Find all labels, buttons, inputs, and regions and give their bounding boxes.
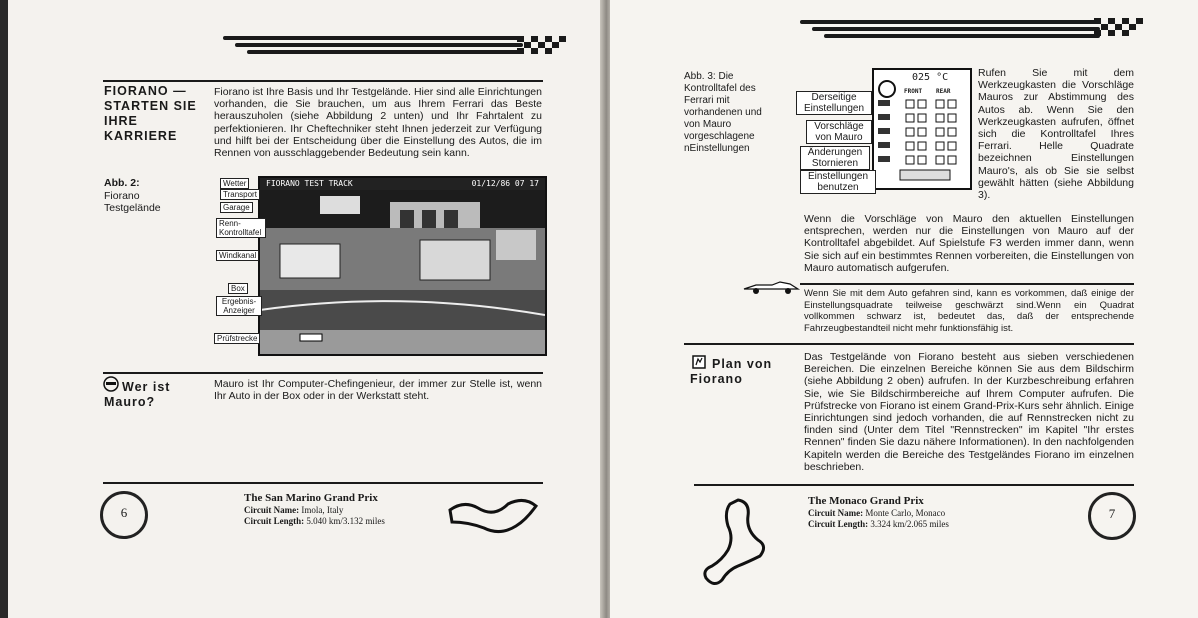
note-text: Wenn Sie mit dem Auto gefahren sind, kann es vorkommen, daß einige der Einstellungsquadrate teilweise geschwärzt sind.Wenn ein Quadrat vollkommen schwarz ist, bedeutet das, daß der entsprechende Fahrzeugbestandteil nicht mehr funktionsfähig ist. (804, 288, 1134, 334)
section-rule (103, 80, 543, 82)
footer-rule (694, 484, 1134, 486)
screen-titlebar (260, 178, 545, 190)
race-car-icon (742, 279, 802, 295)
footer-name-label: Circuit Name: (244, 505, 300, 515)
control-panel (872, 68, 972, 190)
header-stripes (800, 20, 1100, 41)
label-box: Box (228, 283, 248, 294)
section-heading-plan: Plan von Fiorano (690, 357, 773, 386)
figure3-text: Rufen Sie mit dem Werkzeugkasten die Vorschläge Mauros zur Abstimmung des Autos ab. Wenn Sie den Werkzeugkasten aufrufen, öffnet sich die Kontrolltafel Ihres Ferrari. Helle Quadrate bezeichnen Einstellungen Mauro's, als ob Sie sie selbst gewählt hätten (siehe Abbildung 3). (978, 67, 1134, 202)
checkered-flag-icon (1090, 14, 1150, 42)
label-wetter: Wetter (220, 178, 249, 189)
section-text-plan: Das Testgelände von Fiorano besteht aus sieben verschiedenen Bereichen. Die einzelnen Bereiche können Sie aus dem Bildschirm (siehe Abbildung 2 oben) aufrufen. In der Kurzbeschreibung erfahren Sie, wie Sie Bildschirmbereiche auf Ihrem Computer aufrufen. Die Prüfstrecke von Fiorano ist einem Grand-Prix-Kurs sehr ähnlich. Einige Einrichtungen sind jedoch vorhanden, die auf Rennstrecken nicht zu finden sind (Unter dem Titel "Rennstrecken" im Kapitel "Ihr erstes Rennen" finden Sie dazu nähere Informationen). In den nachfolgenden Kapiteln werden die Bereiche des Testgeländes Fiorano im einzelnen beschrieben. (804, 351, 1134, 473)
label-pruefstrecke: Prüfstrecke (214, 333, 260, 344)
label-einstellungen-benutzen: Einstellungen benutzen (800, 170, 876, 194)
footer-title: The Monaco Grand Prix (808, 495, 924, 507)
checkered-flag-icon (513, 32, 573, 60)
screen-title: FIORANO TEST TRACK (266, 179, 353, 188)
footer-length-value: 3.324 km/2.065 miles (870, 519, 949, 529)
footer-title: The San Marino Grand Prix (244, 492, 378, 504)
panel-temp: 025 °C (912, 72, 949, 83)
section-text-mauro: Mauro ist Ihr Computer-Chefingenieur, der immer zur Stelle ist, wenn Ihr Auto in der Box oder in der Werkstatt steht. (214, 378, 542, 403)
steering-wheel-icon (878, 80, 896, 98)
figure-caption-title: Abb. 2: (104, 177, 140, 189)
header-stripes (223, 36, 523, 57)
panel-grid (878, 98, 966, 182)
footer-info (808, 495, 1008, 530)
label-derseitige: Derseitige Einstellungen (796, 91, 872, 115)
game-screen (258, 176, 547, 356)
page-number: 6 (120, 505, 128, 520)
right-page (610, 0, 1198, 618)
label-ergebnis-anzeiger: Ergebnis-Anzeiger (216, 296, 262, 316)
footer-name-value: Monte Carlo, Monaco (865, 508, 946, 518)
figure-caption (104, 177, 184, 215)
footer-length-label: Circuit Length: (244, 516, 305, 526)
label-transport: Transport (220, 189, 260, 200)
left-page (8, 0, 604, 618)
screen-scene (260, 190, 545, 354)
circuit-map-icon (698, 496, 778, 591)
panel-col-front: FRONT (904, 88, 923, 95)
footer-name-value: Imola, Italy (301, 505, 344, 515)
section-rule (103, 372, 543, 374)
label-windkanal: Windkanal (216, 250, 259, 261)
page-wreath-icon (1088, 492, 1136, 540)
page-number: 7 (1108, 506, 1116, 521)
section-heading: FIORANO — STARTEN SIE IHRE KARRIERE (104, 84, 197, 143)
page-wreath-icon (100, 491, 148, 539)
label-renn-kontrolltafel: Renn-Kontrolltafel (216, 218, 266, 238)
note-rule (800, 283, 1134, 285)
footer-info (244, 492, 444, 527)
figure3-caption: Abb. 3: Die Kontrolltafel des Ferrari mit vorhandenen und von Mauro vorgeschlagene nEinstellungen (684, 71, 762, 154)
label-aenderungen: Änderungen Stornieren (800, 146, 870, 170)
paragraph-2: Wenn die Vorschläge von Mauro den aktuellen Einstellungen entsprechen, werden nur die Einstellungen von Mauro auf der Kontrolltafel abgebildet. Auf Spielstufe F3 werden immer dann, wenn Sie sich auf ein bestimmtes Rennen vorbereiten, die Einstellungen von Mauro automatisch aufgerufen. (804, 213, 1134, 274)
section-heading-mauro: Wer ist Mauro? (104, 380, 171, 409)
screen-status: 01/12/86 07 17 (471, 179, 539, 188)
figure-caption-text: Fiorano Testgelände (104, 189, 161, 214)
circuit-map-icon (444, 492, 544, 537)
label-vorschlaege: Vorschläge von Mauro (806, 120, 872, 144)
footer-length-value: 5.040 km/3.132 miles (306, 516, 385, 526)
footer-length-label: Circuit Length: (808, 519, 869, 529)
section-text: Fiorano ist Ihre Basis und Ihr Testgelände. Hier sind alle Einrichtungen vorhanden, die Sie brauchen, um aus Ihrem Ferrari das Beste herauszuholen (siehe Abbildung 2 unten) und Ihr Fahrtalent zu perfektionieren. Ihr Cheftechniker steht Ihnen jederzeit zur Verfügung und hilft bei der Entscheidung über die Einstellung des Autos, die im Rennen von ausschlaggebender Bedeutung sein kann. (214, 86, 542, 160)
footer-name-label: Circuit Name: (808, 508, 864, 518)
section-rule (684, 343, 1134, 345)
footer-rule (103, 482, 543, 484)
label-garage: Garage (220, 202, 253, 213)
panel-col-rear: REAR (936, 88, 951, 95)
